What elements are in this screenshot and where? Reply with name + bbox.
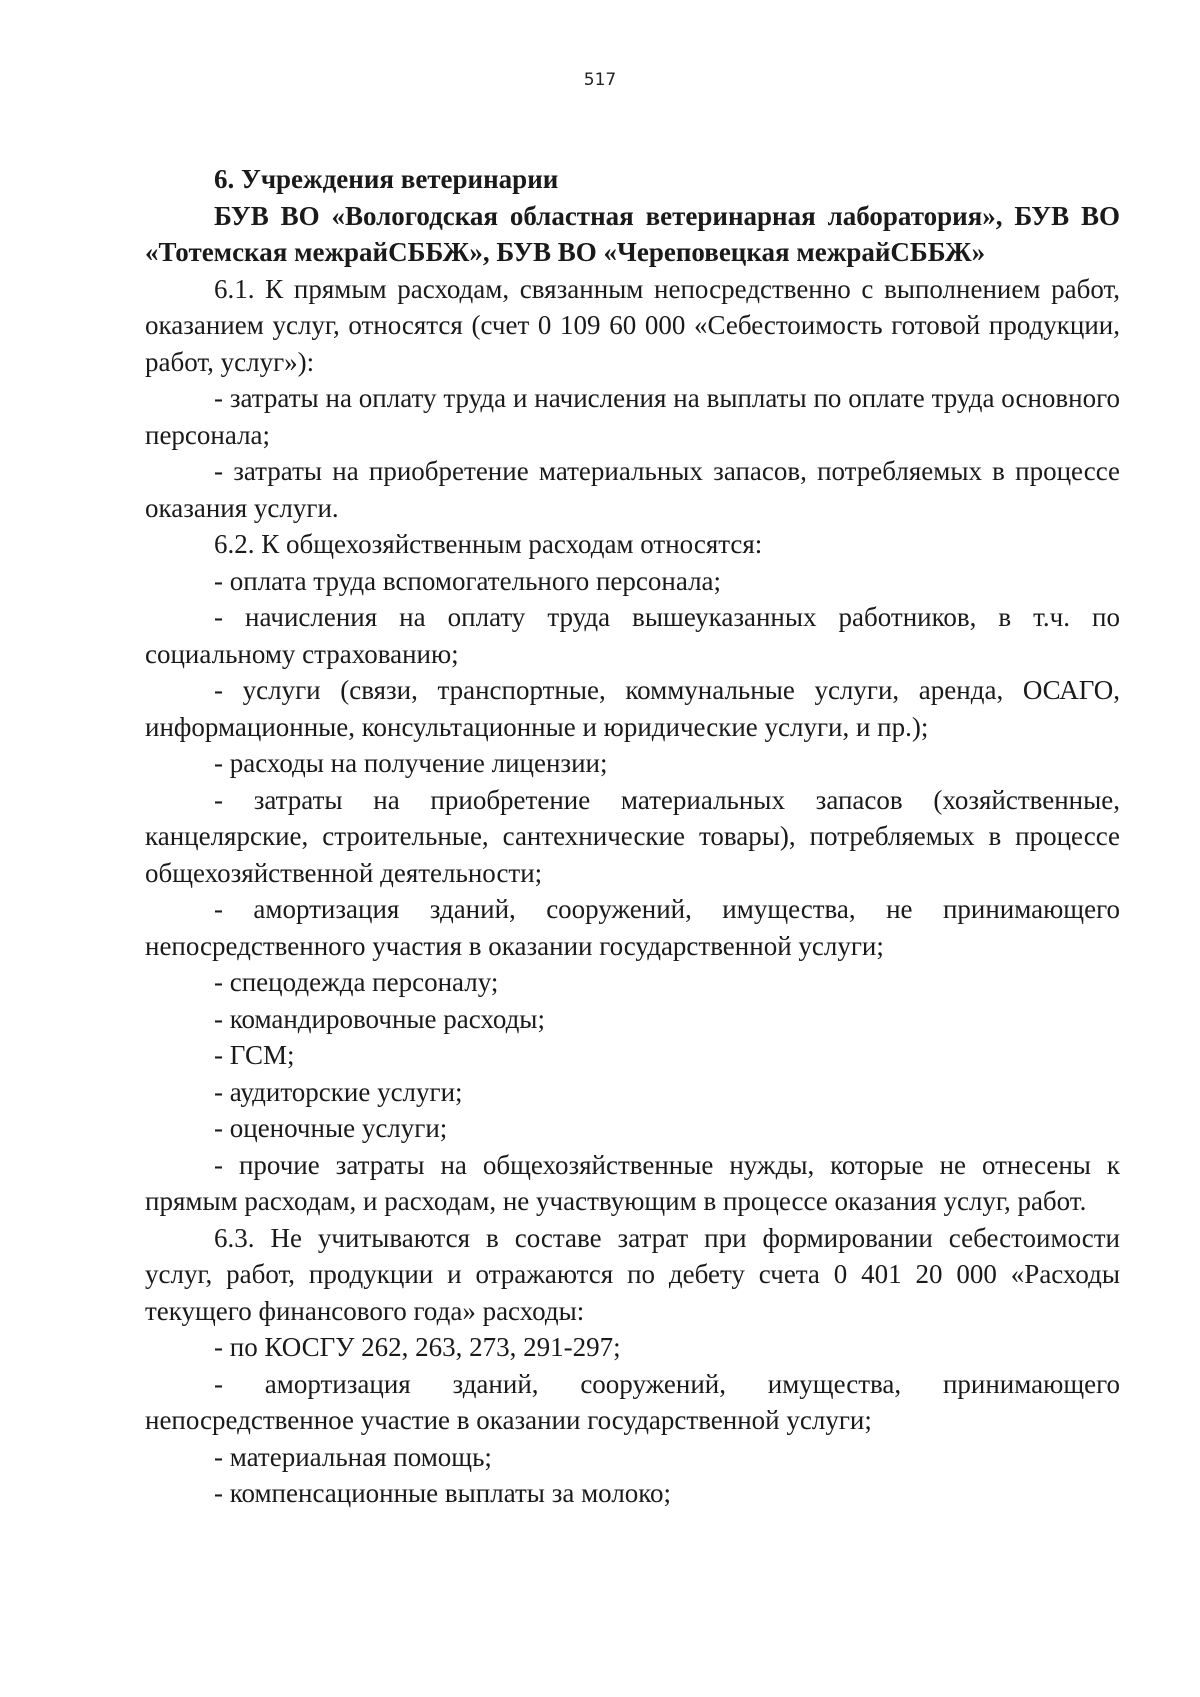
list-item: - затраты на приобретение материальных запасов, потребляемых в процессе оказания услуги.: [145, 456, 1120, 523]
list-item: - затраты на оплату труда и начисления на выплаты по оплате труда основного персонала;: [145, 383, 1120, 450]
list-item: - амортизация зданий, сооружений, имущества, принимающего непосредственное участие в оказании государственной услуги;: [145, 1368, 1120, 1435]
section-heading: 6. Учреждения ветеринарии: [214, 164, 559, 194]
list-item: - амортизация зданий, сооружений, имущества, не принимающего непосредственного участия в оказании государственной услуги;: [145, 894, 1120, 961]
document-body: [145, 161, 1120, 1512]
list-item: - начисления на оплату труда вышеуказанных работников, в т.ч. по социальному страхованию;: [145, 602, 1120, 669]
paragraph-6-1: 6.1. К прямым расходам, связанным непосредственно с выполнением работ, оказанием услуг, относятся (счет 0 109 60 000 «Себестоимость готовой продукции, работ, услуг»):: [145, 273, 1120, 377]
list-item: - затраты на приобретение материальных запасов (хозяйственные, канцелярские, строительные, сантехнические товары), потребляемых в процессе общехозяйственной деятельности;: [145, 784, 1120, 888]
institutions-heading: БУВ ВО «Вологодская областная ветеринарная лаборатория», БУВ ВО «Тотемская межрайСББЖ», БУВ ВО «Череповецкая межрайСББЖ»: [145, 200, 1120, 267]
list-item: - оценочные услуги;: [214, 1113, 448, 1143]
list-item: - услуги (связи, транспортные, коммунальные услуги, аренда, ОСАГО, информационные, консультационные и юридические услуги, и пр.);: [145, 675, 1120, 742]
list-item: - материальная помощь;: [214, 1441, 492, 1472]
list-item: - спецодежда персоналу;: [214, 967, 499, 997]
page-number: 517: [583, 70, 617, 90]
paragraph-6-3: 6.3. Не учитываются в составе затрат при формировании себестоимости услуг, работ, продукции и отражаются по дебету счета 0 401 20 000 «Расходы текущего финансового года» расходы:: [145, 1222, 1120, 1326]
list-item: - расходы на получение лицензии;: [214, 748, 608, 778]
list-item: - командировочные расходы;: [214, 1003, 545, 1034]
list-item: - компенсационные выплаты за молоко;: [214, 1478, 672, 1508]
list-item: - ГСМ;: [214, 1040, 295, 1070]
list-item: - аудиторские услуги;: [214, 1076, 463, 1107]
list-item: - оплата труда вспомогательного персонала;: [214, 565, 722, 596]
list-item: - по КОСГУ 262, 263, 273, 291-297;: [214, 1332, 621, 1362]
paragraph-6-2: 6.2. К общехозяйственным расходам относятся:: [214, 529, 763, 559]
list-item: - прочие затраты на общехозяйственные нужды, которые не отнесены к прямым расходам, и расходам, не участвующим в процессе оказания услуг, работ.: [145, 1149, 1120, 1216]
